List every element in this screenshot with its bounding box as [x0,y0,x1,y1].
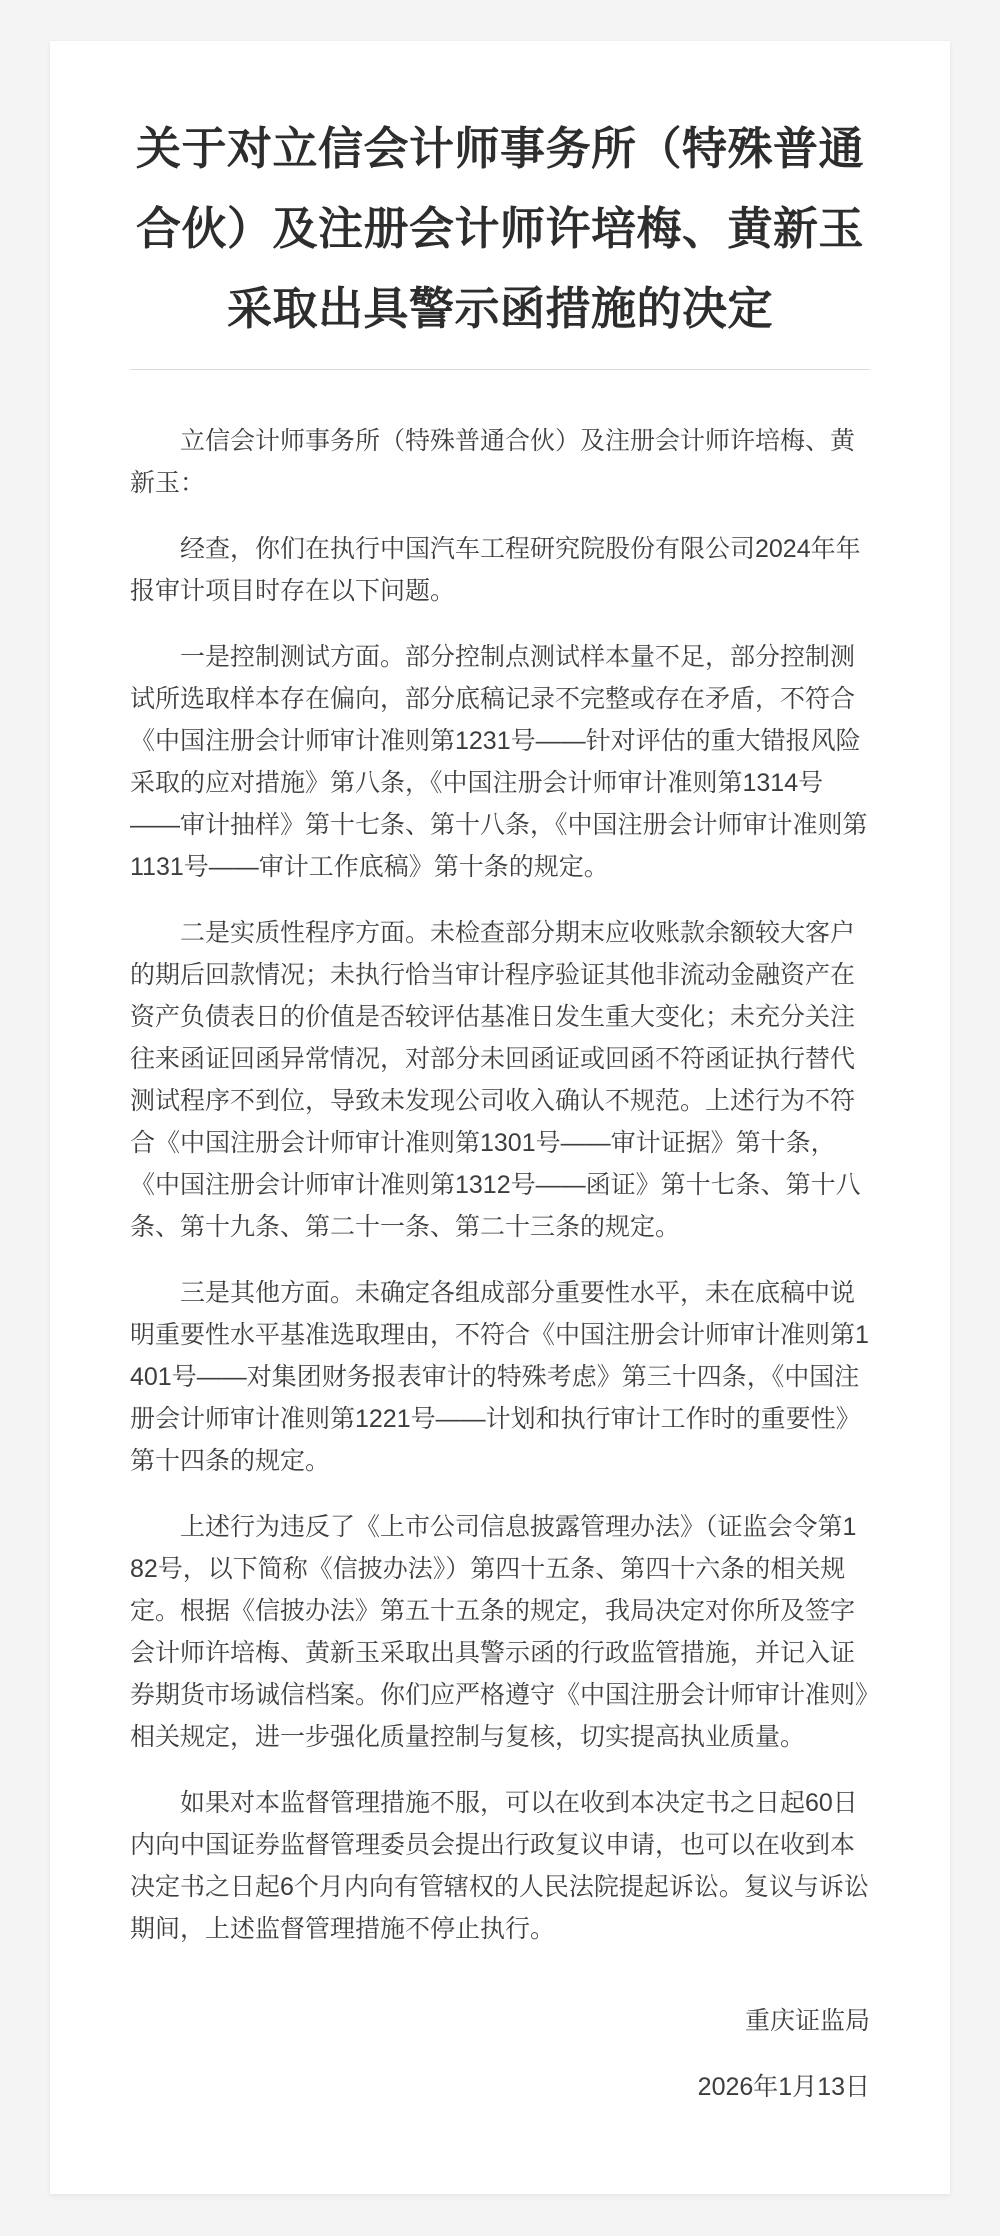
body-paragraph: 二是实质性程序方面。未检查部分期末应收账款余额较大客户的期后回款情况；未执行恰当审计程序验证其他非流动金融资产在资产负债表日的价值是否较评估基准日发生重大变化；未充分关注往来函证回函异常情况，对部分未回函证或回函不符函证执行替代测试程序不到位，导致未发现公司收入确认不规范。上述行为不符合《中国注册会计师审计准则第1301号——审计证据》第十条，《中国注册会计师审计准则第1312号——函证》第十七条、第十八条、第十九条、第二十一条、第二十三条的规定。 [130,919,861,1241]
body-paragraph: 如果对本监督管理措施不服，可以在收到本决定书之日起60日内向中国证券监督管理委员会提出行政复议申请，也可以在收到本决定书之日起6个月内向有管辖权的人民法院提起诉讼。复议与诉讼期间，上述监督管理措施不停止执行。 [130,1789,869,1943]
document-card [50,41,950,2194]
document-title: 关于对立信会计师事务所（特殊普通合伙）及注册会计师许培梅、黄新玉采取出具警示函措施的决定 [135,123,864,334]
document-body [130,420,870,1950]
body-paragraph: 上述行为违反了《上市公司信息披露管理办法》（证监会令第182号，以下简称《信披办法》）第四十五条、第四十六条的相关规定。根据《信披办法》第五十五条的规定，我局决定对你所及签字会计师许培梅、黄新玉采取出具警示函的行政监管措施，并记入证券期货市场诚信档案。你们应严格遵守《中国注册会计师审计准则》相关规定，进一步强化质量控制与复核，切实提高执业质量。 [130,1513,868,1751]
signature-issuer: 重庆证监局 [744,2007,870,2035]
salutation-paragraph: 立信会计师事务所（特殊普通合伙）及注册会计师许培梅、黄新玉： [130,427,856,497]
body-paragraph: 经查，你们在执行中国汽车工程研究院股份有限公司2024年年报审计项目时存在以下问题。 [130,535,861,605]
body-paragraph: 一是控制测试方面。部分控制点测试样本量不足，部分控制测试所选取样本存在偏向，部分底稿记录不完整或存在矛盾，不符合《中国注册会计师审计准则第1231号——针对评估的重大错报风险采取的应对措施》第八条，《中国注册会计师审计准则第1314号——审计抽样》第十七条、第十八条，《中国注册会计师审计准则第1131号——审计工作底稿》第十条的规定。 [130,643,868,881]
body-paragraph: 三是其他方面。未确定各组成部分重要性水平，未在底稿中说明重要性水平基准选取理由，不符合《中国注册会计师审计准则第1401号——对集团财务报表审计的特殊考虑》第三十四条，《中国注册会计师审计准则第1221号——计划和执行审计工作时的重要性》第十四条的规定。 [130,1279,869,1475]
signature-date: 2026年1月13日 [697,2073,870,2101]
title-divider [130,369,870,370]
